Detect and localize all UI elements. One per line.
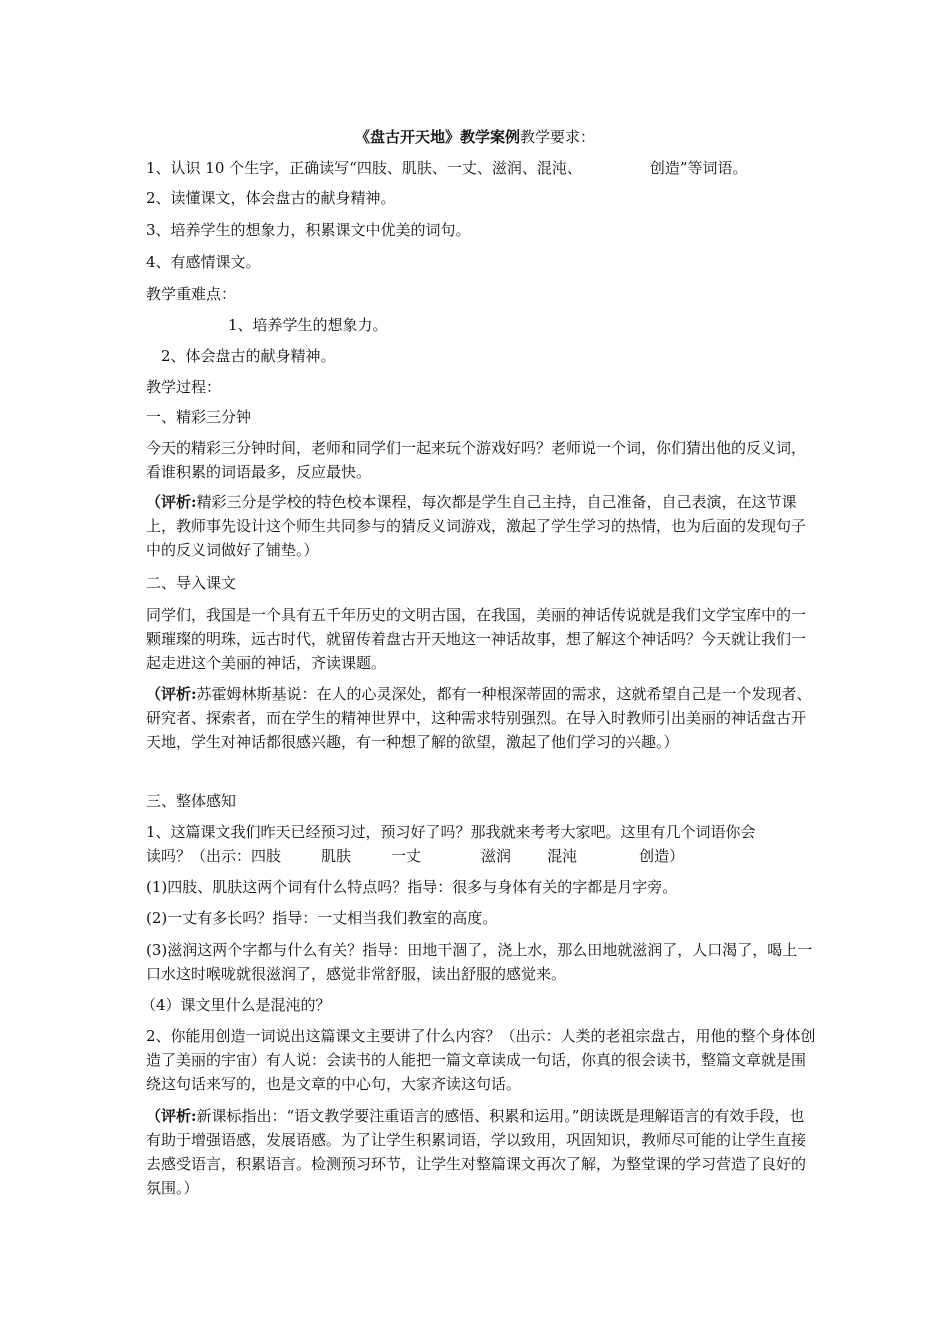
comment-text: 精彩三分是学校的特色校本课程，每次都是学生自己主持，自己准备，自己表演，在这节课上，教师事先设计这个师生共同参与的猜反义词游戏，激起了学生学习的热情，也为后面的发现句子中的反义词做好了铺垫。） <box>146 493 807 559</box>
section-3-q1-line2 <box>146 845 684 867</box>
comment-text: 新课标指出：“语文教学要注重语言的感悟、积累和运用。”朗读既是理解语言的有效手段，也有助于增强语感，发展语感。为了让学生积累词语，学以致用，巩固知识，教师尽可能的让学生直接去感受语言，积累语言。检测预习环节，让学生对整篇课文再次了解，为整堂课的学习营造了良好的氛围。） <box>146 1107 807 1197</box>
section-3-q1-line1: 1、这篇课文我们昨天已经预习过，预习好了吗？那我就来考考大家吧。这里有几个词语你会 <box>146 823 756 841</box>
word-item: 创造） <box>639 847 685 865</box>
section-3-sub-1: (1)四肢、肌肤这两个词有什么特点吗？指导：很多与身体有关的字都是月字旁。 <box>146 878 678 896</box>
comment-text: 苏霍姆林斯基说：在人的心灵深处，都有一种根深蒂固的需求，这就希望自己是一个发现者、研究者、探索者，而在学生的精神世界中，这种需求特别强烈。在导入时教师引出美丽的神话盘古开天地，学生对神话都很感兴趣，有一种想了解的欲望，激起了他们学习的兴趣。） <box>146 685 812 751</box>
goal-2: 2、读懂课文，体会盘古的献身精神。 <box>146 189 396 207</box>
section-1-heading: 一、精彩三分钟 <box>146 408 252 426</box>
title-tail: 教学要求： <box>520 128 596 146</box>
section-3-sub-4: （4）课文里什么是混沌的？ <box>141 996 331 1014</box>
section-3-q2: 2、你能用创造一词说出这篇课文主要讲了什么内容？（出示：人类的老祖宗盘古，用他的整个身体创造了美丽的宇宙）有人说：会读书的人能把一篇文章读成一句话，你真的很会读书，整篇文章就是围绕这句话来写的，也是文章的中心句，大家齐读这句话。 <box>146 1027 816 1093</box>
comment-tag: （评析: <box>146 493 197 511</box>
word-item: 混沌 <box>547 847 578 865</box>
document-title <box>0 126 950 147</box>
goal-1-part-b: 创造”等词语。 <box>649 159 748 177</box>
keypoint-1: 1、培养学生的想象力。 <box>228 316 388 334</box>
section-1-comment <box>146 490 818 562</box>
goal-1 <box>146 157 748 179</box>
keypoints-heading: 教学重难点： <box>146 285 237 303</box>
section-3-sub-3: (3)滋润这两个字都与什么有关？指导：田地干涸了，浇上水，那么田地就滋润了，人口渴了，喝上一口水这时喉咙就很滋润了，感觉非常舒服，读出舒服的感觉来。 <box>146 941 813 983</box>
keypoint-2: 2、体会盘古的献身精神。 <box>161 347 336 365</box>
goal-3: 3、培养学生的想象力，积累课文中优美的词句。 <box>146 221 471 239</box>
section-2-heading: 二、导入课文 <box>146 574 237 592</box>
section-3-comment <box>146 1104 818 1200</box>
section-3-heading: 三、整体感知 <box>146 792 237 810</box>
q1-lead: 读吗？（出示：四肢 <box>146 847 282 865</box>
title-bold: 《盘古开天地》教学案例 <box>354 128 520 146</box>
word-item: 一丈 <box>391 847 422 865</box>
comment-tag: （评析: <box>146 1107 197 1125</box>
section-1-text: 今天的精彩三分钟时间，老师和同学们一起来玩个游戏好吗？老师说一个词，你们猜出他的反义词，看谁积累的词语最多，反应最快。 <box>146 439 807 481</box>
word-item: 滋润 <box>481 847 512 865</box>
goal-4: 4、有感情课文。 <box>146 253 261 271</box>
section-2-text: 同学们，我国是一个具有五千年历史的文明古国，在我国，美丽的神话传说就是我们文学宝库中的一颗璀璨的明珠，远古时代，就留传着盘古开天地这一神话故事，想了解这个神话吗？今天就让我们一起走进这个美丽的神话，齐读课题。 <box>146 606 807 672</box>
comment-tag: （评析: <box>146 685 197 703</box>
process-heading: 教学过程： <box>146 378 222 396</box>
goal-1-part-a: 1、认识 10 个生字，正确读写“四肢、肌肤、一丈、滋润、混沌、 <box>146 159 582 177</box>
section-3-sub-2: (2)一丈有多长吗？指导：一丈相当我们教室的高度。 <box>146 909 498 927</box>
section-2-comment <box>146 682 818 754</box>
word-item: 肌肤 <box>321 847 352 865</box>
